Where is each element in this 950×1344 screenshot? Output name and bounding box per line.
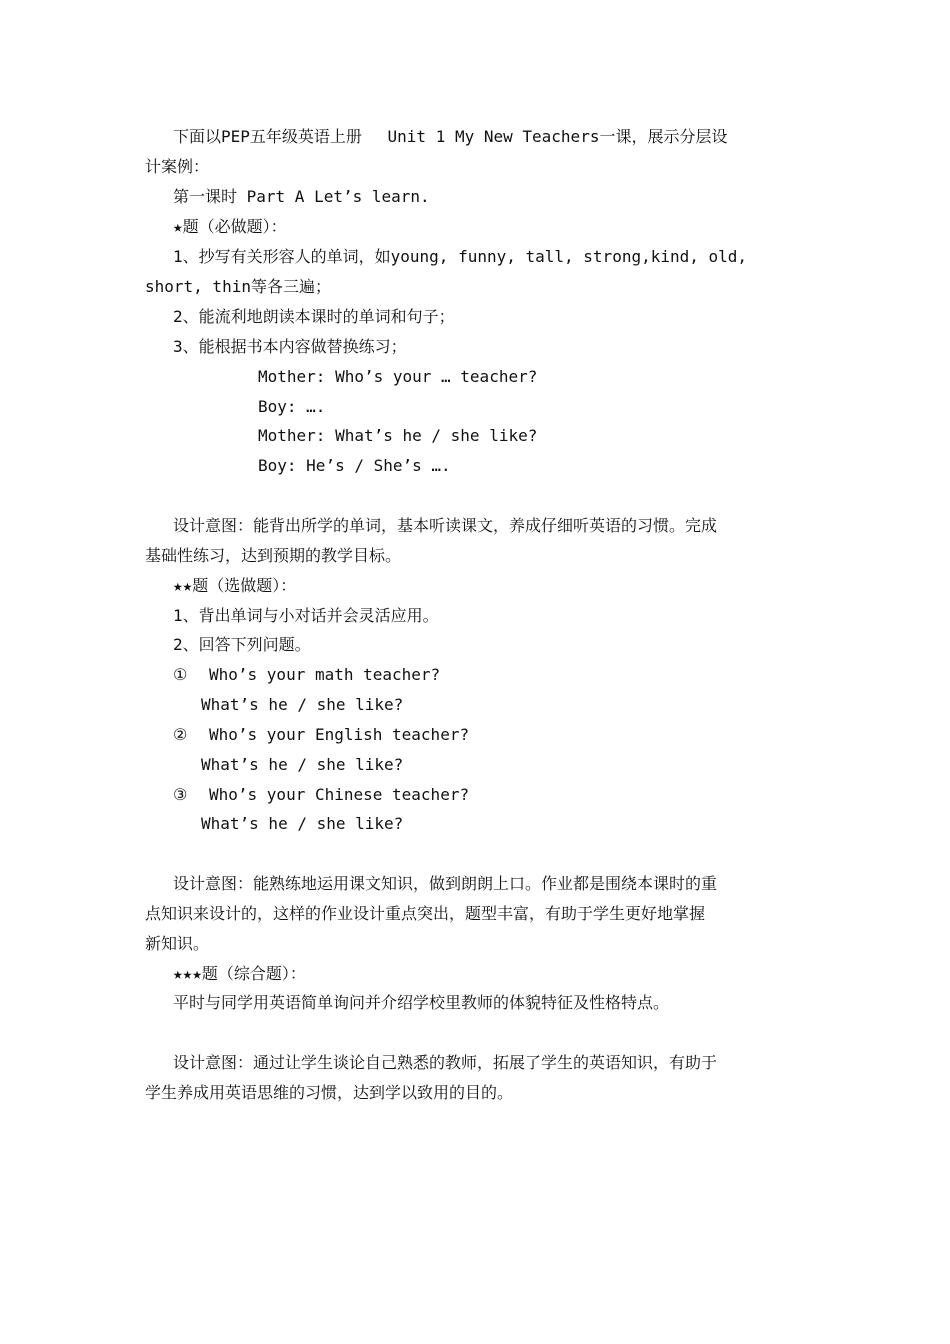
dialogue-line-3: Mother: What’s he / she like? [258,426,538,445]
level2-item-2: 2、回答下列问题。 [173,635,311,654]
level1-item-3: 3、能根据书本内容做替换练习； [173,337,407,356]
question-marker: ① [173,665,188,684]
level3-intent-1: 设计意图：通过让学生谈论自己熟悉的教师，拓展了学生的英语知识，有助于 [173,1053,718,1072]
question-2-followup: What’s he / she like? [201,755,404,774]
level3-heading: ★★★题（综合题）： [173,964,306,983]
question-marker: ② [173,725,188,744]
level3-task: 平时与同学用英语简单询问并介绍学校里教师的体貌特征及性格特点。 [173,993,670,1012]
question-3 [173,784,469,806]
question-2 [173,724,469,746]
question-3-followup: What’s he / she like? [201,814,404,833]
level1-heading: ★题（必做题）： [173,217,287,236]
dialogue-line-2: Boy: …. [258,397,326,416]
level1-intent-1: 设计意图：能背出所学的单词，基本听读课文，养成仔细听英语的习惯。完成 [173,516,718,535]
level1-intent-2: 基础性练习，达到预期的教学目标。 [145,546,402,565]
level2-heading: ★★题（选做题）： [173,576,297,595]
question-text: Who’s your Chinese teacher? [209,785,470,804]
level1-item-2: 2、能流利地朗读本课时的单词和句子； [173,307,455,326]
question-marker: ③ [173,785,188,804]
intro-line-2: 计案例： [145,157,210,176]
level2-intent-3: 新知识。 [145,934,210,953]
level1-item-1: 1、抄写有关形容人的单词，如young, funny, tall, strong,kind, old, [173,247,748,266]
question-1-followup: What’s he / she like? [201,695,404,714]
level2-intent-1: 设计意图：能熟练地运用课文知识，做到朗朗上口。作业都是围绕本课时的重 [173,874,718,893]
question-1 [173,664,440,686]
dialogue-line-4: Boy: He’s / She’s …. [258,456,451,475]
level2-item-1: 1、背出单词与小对话并会灵活应用。 [173,606,439,625]
level3-intent-2: 学生养成用英语思维的习惯，达到学以致用的目的。 [145,1083,514,1102]
question-text: Who’s your English teacher? [209,725,470,744]
intro-line-1: 下面以PEP五年级英语上册 Unit 1 My New Teachers一课，展示分层设 [173,127,728,146]
dialogue-line-1: Mother: Who’s your … teacher? [258,367,538,386]
level2-intent-2: 点知识来设计的，这样的作业设计重点突出，题型丰富，有助于学生更好地掌握 [145,904,706,923]
question-text: Who’s your math teacher? [209,665,441,684]
level1-item-1-cont: short, thin等各三遍； [145,277,331,296]
lesson-title: 第一课时 Part A Let’s learn. [173,187,430,206]
